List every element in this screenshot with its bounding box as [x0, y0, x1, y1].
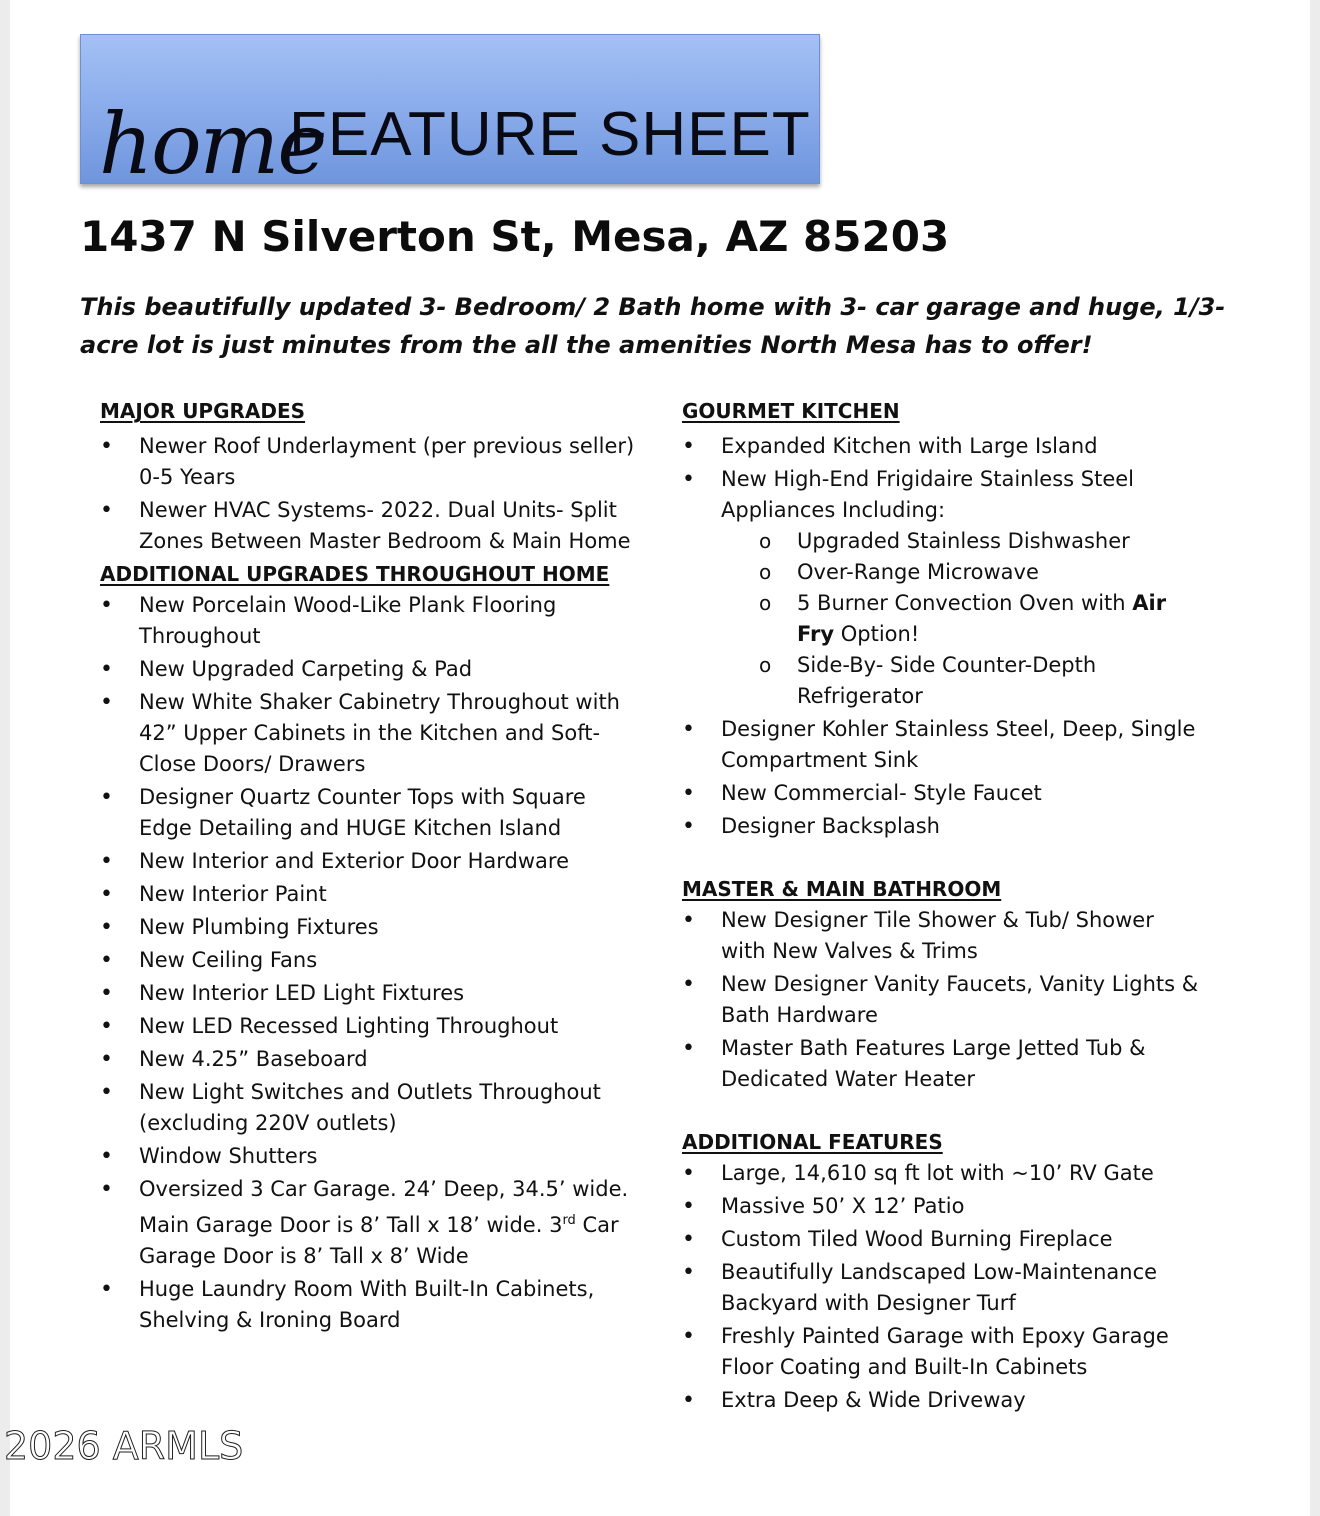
- list-item: • New LED Recessed Lighting Throughout: [100, 1011, 640, 1042]
- list-item: • Huge Laundry Room With Built-In Cabinets, Shelving & Ironing Board: [100, 1274, 640, 1336]
- list-item: • Newer Roof Underlayment (per previous seller) 0-5 Years: [100, 431, 640, 493]
- list-item: • Expanded Kitchen with Large Island: [682, 431, 1202, 462]
- sublist-item: o Upgraded Stainless Dishwasher: [759, 526, 1202, 557]
- appliances-sublist: [721, 526, 1202, 712]
- list-item: • Newer HVAC Systems- 2022. Dual Units- Split Zones Between Master Bedroom & Main Home: [100, 495, 640, 557]
- additional-features-list: [682, 1158, 1202, 1416]
- header-banner: [80, 34, 820, 193]
- bathroom-list: [682, 905, 1202, 1095]
- list-item: • Freshly Painted Garage with Epoxy Garage Floor Coating and Built-In Cabinets: [682, 1321, 1202, 1383]
- list-item: • New Upgraded Carpeting & Pad: [100, 654, 640, 685]
- list-item: • New White Shaker Cabinetry Throughout with 42” Upper Cabinets in the Kitchen and Soft-Close Doors/ Drawers: [100, 687, 640, 780]
- additional-upgrades-list: [100, 590, 640, 1336]
- list-item: • Designer Kohler Stainless Steel, Deep, Single Compartment Sink: [682, 714, 1202, 776]
- garage-text-part2: Car Garage Door is 8’ Tall x 8’ Wide: [139, 1213, 619, 1268]
- section-heading-additional-upgrades: ADDITIONAL UPGRADES THROUGHOUT HOME: [100, 562, 610, 586]
- garage-text-part1: Oversized 3 Car Garage. 24’ Deep, 34.5’ wide. Main Garage Door is 8’ Tall x 18’ wide. 3: [139, 1177, 629, 1237]
- left-column: [100, 396, 640, 1338]
- section-heading-gourmet-kitchen: GOURMET KITCHEN: [682, 399, 900, 423]
- list-item: • New Commercial- Style Faucet: [682, 778, 1202, 809]
- list-item: • New Interior and Exterior Door Hardware: [100, 846, 640, 877]
- copyright-watermark: 2026 ARMLS: [4, 1424, 244, 1468]
- major-upgrades-list: [100, 431, 640, 557]
- oven-bold-fry: Fry: [797, 622, 835, 646]
- tagline: This beautifully updated 3- Bedroom/ 2 Bath home with 3- car garage and huge, 1/3-acre lot is just minutes from the all the amenities North Mesa has to offer!: [80, 293, 1226, 359]
- list-item: • New Porcelain Wood-Like Plank Flooring Throughout: [100, 590, 640, 652]
- appliances-label: New High-End Frigidaire Stainless Steel Appliances Including:: [721, 467, 1135, 522]
- list-item: • Designer Backsplash: [682, 811, 1202, 842]
- list-item: • New Light Switches and Outlets Throughout (excluding 220V outlets): [100, 1077, 640, 1139]
- sublist-item: o Over-Range Microwave: [759, 557, 1202, 588]
- list-item-garage: [100, 1174, 640, 1272]
- kitchen-list: [682, 431, 1202, 842]
- oven-bold-air: Air: [1132, 591, 1167, 615]
- list-item: • Window Shutters: [100, 1141, 640, 1172]
- list-item: • Custom Tiled Wood Burning Fireplace: [682, 1224, 1202, 1255]
- list-item: • New Ceiling Fans: [100, 945, 640, 976]
- section-heading-major-upgrades: MAJOR UPGRADES: [100, 399, 306, 423]
- list-item: • Large, 14,610 sq ft lot with ~10’ RV Gate: [682, 1158, 1202, 1189]
- list-item: • New Plumbing Fixtures: [100, 912, 640, 943]
- list-item: • New Interior LED Light Fixtures: [100, 978, 640, 1009]
- banner-title: FEATURE SHEET: [289, 100, 811, 169]
- list-item: • Massive 50’ X 12’ Patio: [682, 1191, 1202, 1222]
- ordinal-suffix: rd: [562, 1213, 576, 1228]
- section-heading-bathroom: MASTER & MAIN BATHROOM: [682, 877, 1002, 901]
- sublist-item-oven: [759, 588, 1202, 650]
- oven-text: 5 Burner Convection Oven with: [797, 591, 1133, 615]
- property-address: 1437 N Silverton St, Mesa, AZ 85203: [80, 212, 950, 261]
- list-item-appliances: [682, 464, 1202, 712]
- list-item: • Beautifully Landscaped Low-Maintenance Backyard with Designer Turf: [682, 1257, 1202, 1319]
- right-column: [682, 396, 1202, 1418]
- list-item: • New Interior Paint: [100, 879, 640, 910]
- list-item: • Designer Quartz Counter Tops with Square Edge Detailing and HUGE Kitchen Island: [100, 782, 640, 844]
- banner-script-word: home: [99, 95, 326, 193]
- list-item: • Extra Deep & Wide Driveway: [682, 1385, 1202, 1416]
- list-item: • New Designer Vanity Faucets, Vanity Lights & Bath Hardware: [682, 969, 1202, 1031]
- oven-text-end: Option!: [834, 622, 920, 646]
- list-item: • Master Bath Features Large Jetted Tub & Dedicated Water Heater: [682, 1033, 1202, 1095]
- list-item: • New Designer Tile Shower & Tub/ Shower with New Valves & Trims: [682, 905, 1202, 967]
- sublist-item: o Side-By- Side Counter-Depth Refrigerator: [759, 650, 1202, 712]
- section-heading-additional-features: ADDITIONAL FEATURES: [682, 1130, 943, 1154]
- list-item: • New 4.25” Baseboard: [100, 1044, 640, 1075]
